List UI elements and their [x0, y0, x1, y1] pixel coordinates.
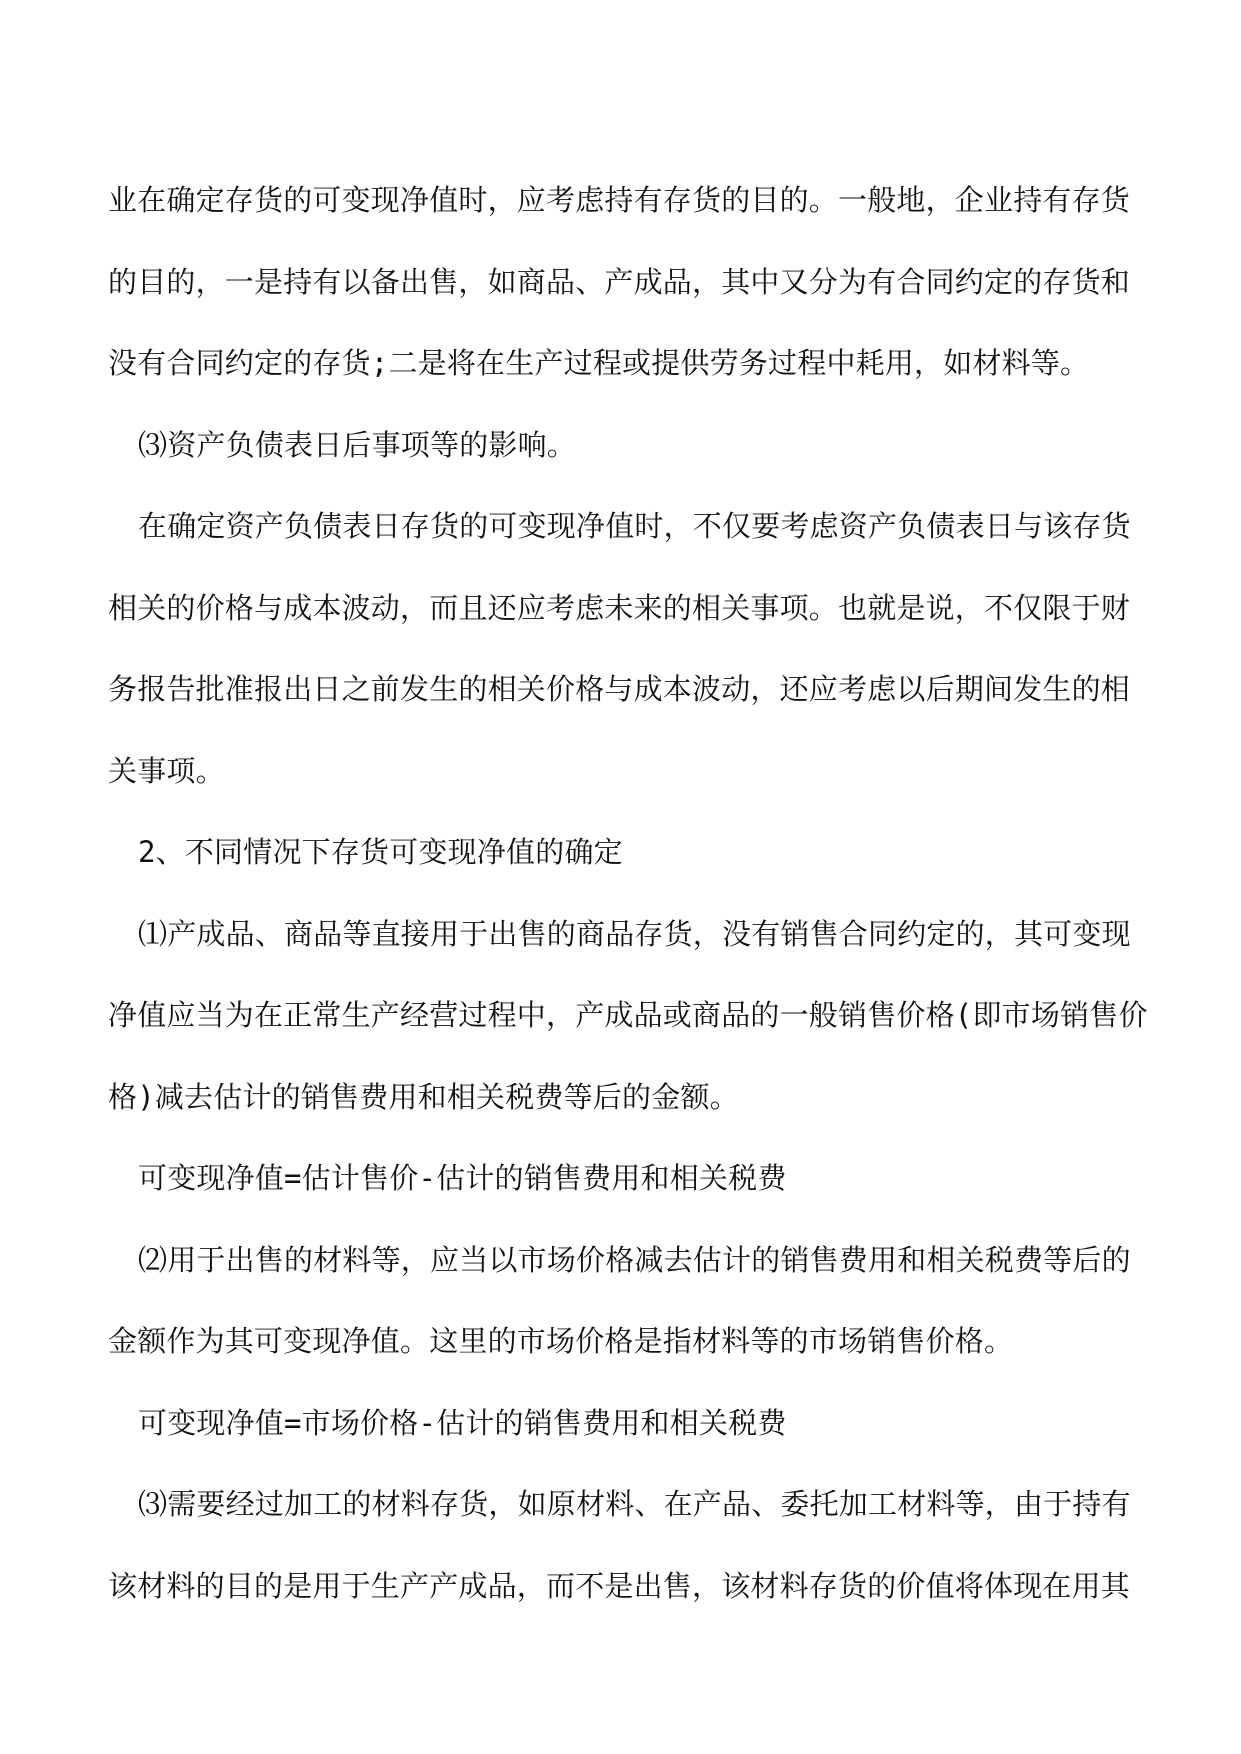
- text-line: ⑵用于出售的材料等，应当以市场价格减去估计的销售费用和相关税费等后的: [138, 1242, 1131, 1277]
- text-line: 金额作为其可变现净值。这里的市场价格是指材料等的市场销售价格。: [108, 1324, 1014, 1358]
- text-line: 关事项。: [108, 753, 225, 788]
- text-line: ⑶需要经过加工的材料存货，如原材料、在产品、委托加工材料等，由于持有: [138, 1487, 1131, 1521]
- text-line: 相关的价格与成本波动，而且还应考虑未来的相关事项。也就是说，不仅限于财: [108, 590, 1131, 625]
- text-line: ⑴产成品、商品等直接用于出售的商品存货，没有销售合同约定的，其可变现: [138, 916, 1131, 951]
- formula-line: 可变现净值=市场价格-估计的销售费用和相关税费: [138, 1405, 787, 1440]
- text-line: 该材料的目的是用于生产产成品，而不是出售，该材料存货的价值将体现在用其: [108, 1568, 1131, 1603]
- text-line: 务报告批准报出日之前发生的相关价格与成本波动，还应考虑以后期间发生的相: [108, 672, 1131, 706]
- text-line: 格)减去估计的销售费用和相关税费等后的金额。: [108, 1079, 739, 1114]
- text-line: 在确定资产负债表日存货的可变现净值时，不仅要考虑资产负债表日与该存货: [138, 509, 1131, 543]
- text-line: 没有合同约定的存货;二是将在生产过程或提供劳务过程中耗用，如材料等。: [108, 346, 1090, 380]
- text-line: 净值应当为在正常生产经营过程中，产成品或商品的一般销售价格(即市场销售价: [108, 998, 1148, 1032]
- formula-line: 可变现净值=估计售价-估计的销售费用和相关税费: [138, 1161, 787, 1195]
- document-body: [108, 160, 1148, 1627]
- text-line: ⑶资产负债表日后事项等的影响。: [138, 427, 577, 462]
- text-line: 业在确定存货的可变现净值时，应考虑持有存货的目的。一般地，企业持有存货: [108, 183, 1131, 217]
- section-heading: 2、不同情况下存货可变现净值的确定: [138, 835, 623, 869]
- text-line: 的目的，一是持有以备出售，如商品、产成品，其中又分为有合同约定的存货和: [108, 264, 1131, 299]
